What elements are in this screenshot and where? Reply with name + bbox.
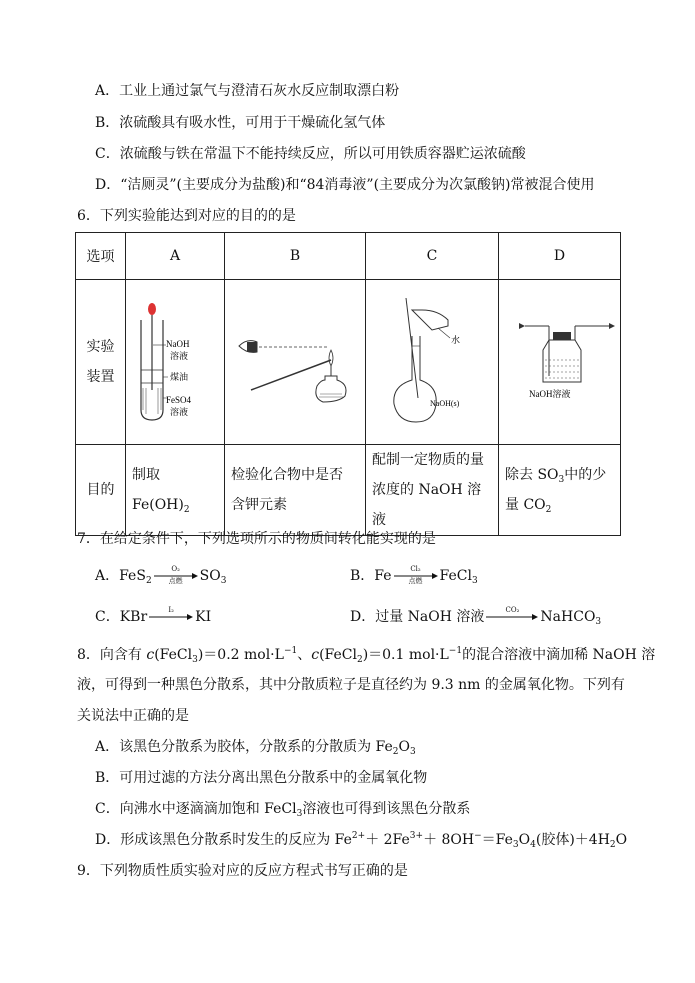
- test-tube-dropper-illustration: [132, 280, 231, 440]
- bottle-liquid: [545, 360, 579, 378]
- label-solution-2: 溶液: [170, 407, 189, 417]
- purpose-row-label: 目的: [76, 445, 126, 536]
- q9-stem: 9．下列物质性质实验对应的反应方程式书写正确的是: [77, 863, 408, 879]
- purpose-row: [76, 445, 621, 536]
- purpose-a-sub: 2: [183, 505, 190, 515]
- cobalt-glass: [247, 342, 257, 352]
- header-c: C: [366, 233, 499, 280]
- reaction-arrow-d: CO₂: [486, 610, 538, 624]
- q7-option-b: B．Fe Cl₂ 点燃 FeCl$_3$: [350, 565, 478, 586]
- q8-stem-line-2: 液，可得到一种黑色分散系，其中分散质粒子是直径约为 9.3 nm 的金属氧化物。下列有: [77, 677, 625, 693]
- reaction-arrow-a: O₂ 点燃: [154, 569, 198, 583]
- beaker-icon: [412, 310, 448, 330]
- q7-option-c: C．KBr I₂ KI: [95, 606, 212, 625]
- q7-stem: 7．在给定条件下，下列选项所示的物质间转化能实现的是: [77, 531, 436, 547]
- label-naoh-solution: NaOH溶液: [529, 389, 571, 399]
- gas-washing-bottle-illustration: [505, 280, 627, 440]
- label-kerosene: 煤油: [170, 372, 189, 382]
- purpose-a: [126, 445, 225, 536]
- label-naoh: NaOH: [166, 339, 190, 349]
- q7-option-d: D．过量 NaOH 溶液 CO₂ NaHCO$_3$: [350, 606, 602, 627]
- experiment-table: [75, 232, 621, 536]
- label-naoh-solid: NaOH(s): [430, 399, 460, 408]
- purpose-b: [225, 445, 366, 536]
- header-a: A: [126, 233, 225, 280]
- label-solution-1: 溶液: [170, 351, 189, 361]
- alcohol-lamp: [316, 376, 346, 402]
- q8-stem-line-1: 8．向含有 c(FeCl$_3$)＝0.2 $mol\cdot L^{-1}$、c(FeCl$_2$)＝0.1 $mol\cdot L^{-1}$的混合溶液中滴加稀 NaOH 溶: [77, 646, 656, 665]
- apparatus-d: [499, 280, 621, 445]
- purpose-b-line-2: 含钾元素: [231, 497, 287, 513]
- q8-stem-line-3: 关说法中正确的是: [77, 708, 189, 724]
- apparatus-row-label: [76, 280, 126, 445]
- purpose-d-line-2: 量 $CO_2$: [505, 497, 552, 515]
- platinum-wire: [251, 360, 331, 390]
- purpose-b-line-1: 检验化合物中是否: [231, 467, 343, 483]
- table-header-row: [76, 233, 621, 280]
- q6-stem: 6．下列实验能达到对应的目的的是: [77, 208, 296, 224]
- flame-test-illustration: [231, 280, 372, 440]
- liquid-hatching: [143, 388, 161, 414]
- q8-option-a: A．该黑色分散系为胶体，分散系的分散质为 $Fe_2O_3$: [95, 739, 416, 757]
- header-d: D: [499, 233, 621, 280]
- apparatus-b: [225, 280, 366, 445]
- q8-option-b: B．可用过滤的方法分离出黑色分散系中的金属氧化物: [95, 770, 428, 786]
- dropper-bulb: [148, 303, 156, 315]
- purpose-d: [499, 445, 621, 536]
- apparatus-row: [76, 280, 621, 445]
- header-option: 选项: [76, 233, 126, 280]
- label-water: 水: [451, 335, 461, 345]
- purpose-c-line-1: 配制一定物质的量: [372, 452, 484, 468]
- apparatus-c: [366, 280, 499, 445]
- flask-body: [394, 336, 436, 422]
- lamp-fuel-hatching: [319, 394, 343, 397]
- reaction-arrow-c: I₂: [149, 610, 193, 624]
- stopper: [553, 332, 571, 340]
- volumetric-flask-illustration: [372, 280, 505, 440]
- purpose-c: [366, 445, 499, 536]
- reaction-arrow-b: Cl₂ 点燃: [394, 569, 438, 583]
- purpose-d-line-1: 除去 $SO_3$中的少: [505, 467, 607, 485]
- q5-option-a: A．工业上通过氯气与澄清石灰水反应制取漂白粉: [95, 83, 400, 99]
- q5-option-b: B．浓硫酸具有吸水性，可用于干燥硫化氢气体: [95, 115, 386, 131]
- q7-option-a: A．FeS$_2$ O₂ 点燃 $SO_3$: [95, 565, 227, 586]
- purpose-a-text: 制取 Fe(OH): [132, 467, 184, 513]
- purpose-c-line-2: 浓度的 NaOH 溶液: [372, 482, 482, 528]
- header-b: B: [225, 233, 366, 280]
- inlet-arrowhead: [519, 323, 525, 329]
- flame-icon: [329, 350, 333, 366]
- row-label-line-2: 装置: [86, 369, 115, 385]
- leader-line-water: [438, 328, 450, 338]
- outlet-arrowhead: [609, 323, 615, 329]
- label-feso4: FeSO4: [166, 395, 192, 405]
- apparatus-a: [126, 280, 225, 445]
- q5-option-c: C．浓硫酸与铁在常温下不能持续反应，所以可用铁质容器贮运浓硫酸: [95, 146, 526, 162]
- q5-option-d: D．“洁厕灵”(主要成分为盐酸)和“84消毒液”(主要成分为次氯酸钠)常被混合使用: [95, 177, 595, 193]
- q8-option-d: D．形成该黑色分散系时发生的反应为 $Fe^{2+}+ 2Fe^{3+}+ 8OH^-=Fe_3O_4$(胶体)$+4H_2O$: [95, 831, 628, 850]
- q8-option-c: C．向沸水中逐滴滴加饱和 FeCl$_3$溶液也可得到该黑色分散系: [95, 801, 471, 819]
- row-label-line-1: 实验: [86, 339, 115, 355]
